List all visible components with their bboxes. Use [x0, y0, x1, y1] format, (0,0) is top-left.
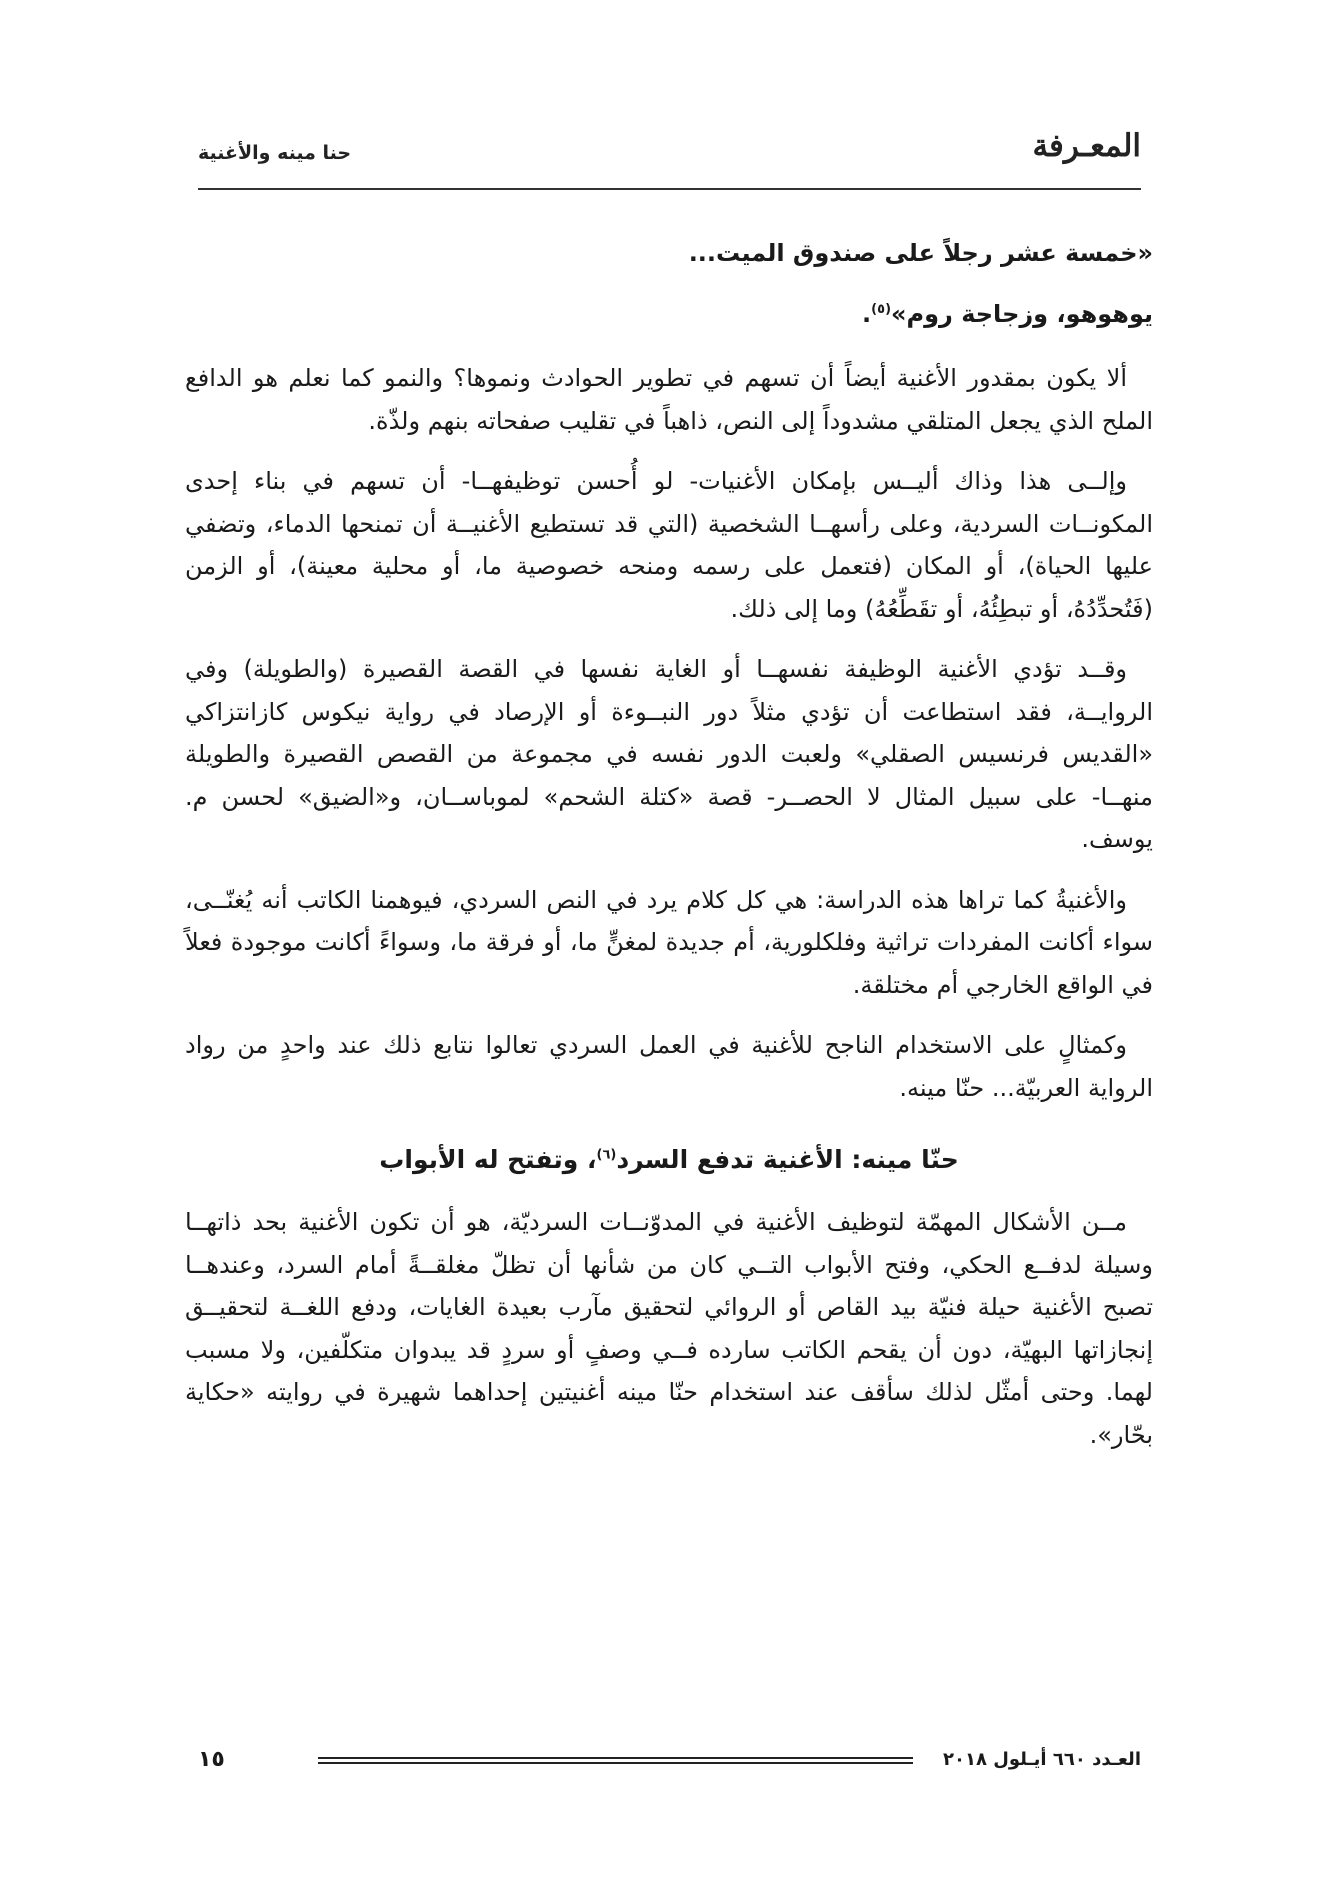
verse-text: «خمسة عشر رجلاً على صندوق الميت... — [688, 239, 1153, 267]
verse-line — [185, 293, 1153, 336]
article-body — [185, 232, 1153, 1456]
page-footer — [198, 1747, 1141, 1777]
footer-divider — [318, 1757, 913, 1764]
running-header — [198, 128, 1141, 178]
footnote-ref: (٦) — [596, 1147, 617, 1163]
page-number: ١٥ — [198, 1747, 225, 1772]
verse-text: يوهوهو، وزجاجة روم» — [891, 299, 1153, 328]
journal-logo: المعـرفة — [1032, 128, 1141, 164]
paragraph: وكمثالٍ على الاستخدام الناجح للأغنية في العمل السردي تعالوا نتابع ذلك عند واحدٍ من رواد الرواية العربيّة... حنّا مينه. — [185, 1031, 1153, 1102]
paragraph: والأغنيةُ كما تراها هذه الدراسة: هي كل كلام يرد في النص السردي، فيوهمنا الكاتب أنه يُغنّــى، سواء أكانت المفردات تراثية وفلكلورية، أم جديدة لمغنٍّ ما، أو فرقة ما، وسواءً أكانت موجودة فعلاً في الواقع الخارجي أم مختلقة. — [185, 885, 1153, 999]
paragraph: وقــد تؤدي الأغنية الوظيفة نفسهــا أو الغاية نفسها في القصة القصيرة (والطويلة) وفي الروايــة، فقد استطاعت أن تؤدي مثلاً دور النبــوءة أو الإرصاد في رواية نيكوس كازانتزاكي «القديس فرنسيس الصقلي» ولعبت الدور نفسه في مجموعة من القصص القصيرة والطويلة منهــا- على سبيل المثال لا الحصــر- قصة «كتلة الشحم» لموباســان، و«الضيق» لحسن م. يوسف. — [185, 655, 1153, 853]
verse-line — [185, 232, 1153, 275]
section-heading-text: حنّا مينه: الأغنية تدفع السرد — [616, 1145, 959, 1174]
footnote-ref: (٥) — [871, 301, 892, 317]
verse-end: . — [862, 299, 872, 328]
paragraph: وإلــى هذا وذاك أليــس بإمكان الأغنيات- لو أُحسن توظيفهــا- أن تسهم في بناء إحدى المكونــات السردية، وعلى رأسهــا الشخصية (التي قد تستطيع الأغنيــة أن تمنحها الدماء، وتضفي عليها الحياة)، أو المكان (فتعمل على رسمه ومنحه خصوصية ما، أو محلية معينة)، أو الزمن (فَتُحدِّدُهُ، أو تبطِئُهُ، أو تقَطِّعُهُ) وما إلى ذلك. — [185, 467, 1153, 623]
paragraph: ألا يكون بمقدور الأغنية أيضاً أن تسهم في تطوير الحوادث ونموها؟ والنمو كما نعلم هو الدافع الملح الذي يجعل المتلقي مشدوداً إلى النص، ذاهباً في تقليب صفحاته بنهم ولذّة. — [185, 364, 1153, 435]
section-heading-text: ، وتفتح له الأبواب — [379, 1145, 597, 1174]
running-title: حنا مينه والأغنية — [198, 142, 352, 164]
header-divider — [198, 188, 1141, 190]
paragraph: مــن الأشكال المهمّة لتوظيف الأغنية في المدوّنــات السرديّة، هو أن تكون الأغنية بحد ذاتهــا وسيلة لدفــع الحكي، وفتح الأبواب التــي كان من شأنها أن تظلّ مغلقــةً أمام السرد، وعندهــا تصبح الأغنية حيلة فنيّة بيد القاص أو الروائي لتحقيق مآرب بعيدة الغايات، ودفع اللغــة لتحقيــق إنجازاتها البهيّة، دون أن يقحم الكاتب سارده فــي وصفٍ أو سردٍ قد يبدوان متكلّفين، ولا مسبب لهما. وحتى أمثّل لذلك سأقف عند استخدام حنّا مينه أغنيتين إحداهما شهيرة في روايته «حكاية بحّار». — [185, 1208, 1153, 1449]
section-heading — [185, 1139, 1153, 1181]
issue-info: العـدد ٦٦٠ أيـلول ٢٠١٨ — [943, 1749, 1141, 1770]
